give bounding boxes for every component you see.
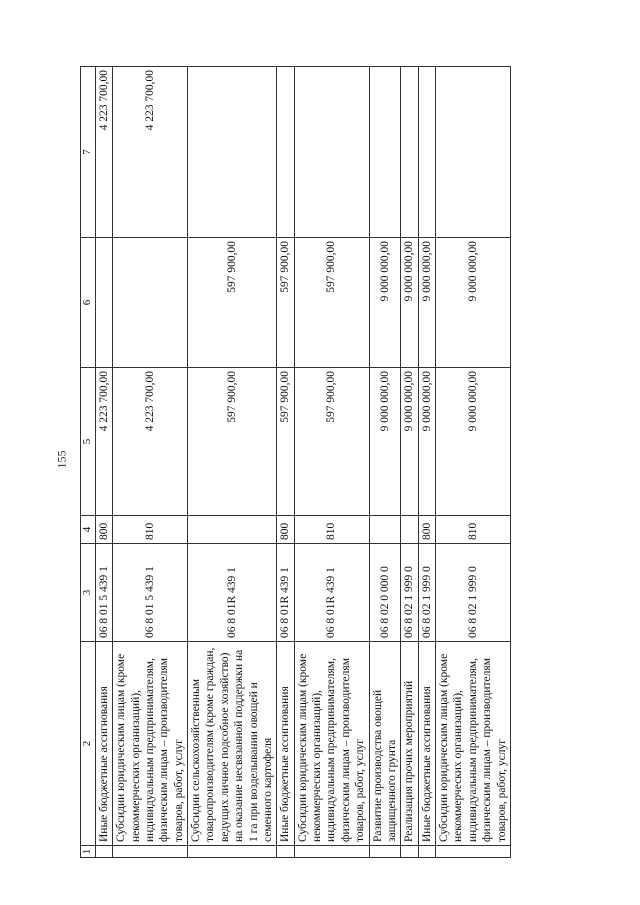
empty-cell [188, 846, 277, 858]
row-code: 06 8 02 1 999 0 [401, 544, 418, 642]
table-row [436, 67, 511, 858]
row-amount-6: 9 000 000,00 [436, 238, 511, 368]
row-code: 06 8 01R 439 1 [277, 544, 294, 642]
row-name: Иные бюджетные ассигнования [418, 642, 435, 846]
table-row [418, 67, 435, 858]
row-vr: 800 [95, 516, 112, 544]
row-amount-6: 9 000 000,00 [418, 238, 435, 368]
row-code: 06 8 02 1 999 0 [436, 544, 511, 642]
row-amount-5: 4 223 700,00 [95, 368, 112, 516]
row-name: Развитие производства овощей защищенного грунта [369, 642, 401, 846]
row-amount-6: 9 000 000,00 [369, 238, 401, 368]
row-amount-5: 597 900,00 [188, 368, 277, 516]
table-row [95, 67, 112, 858]
row-amount-5: 9 000 000,00 [369, 368, 401, 516]
table-row [277, 67, 294, 858]
row-amount-6: 597 900,00 [277, 238, 294, 368]
row-code: 06 8 01R 439 1 [188, 544, 277, 642]
row-vr: 800 [418, 516, 435, 544]
row-amount-6 [113, 238, 188, 368]
column-header: 3 [81, 544, 96, 642]
row-amount-7 [401, 67, 418, 238]
row-amount-7 [418, 67, 435, 238]
table-row [401, 67, 418, 858]
column-header: 7 [81, 67, 96, 238]
column-header: 1 [81, 846, 96, 858]
row-amount-5: 597 900,00 [294, 368, 369, 516]
row-name: Иные бюджетные ассигнования [95, 642, 112, 846]
column-header-row [81, 67, 96, 858]
column-header: 2 [81, 642, 96, 846]
row-code: 06 8 02 0 000 0 [369, 544, 401, 642]
row-name: Иные бюджетные ассигнования [277, 642, 294, 846]
column-header: 5 [81, 368, 96, 516]
row-amount-7: 4 223 700,00 [95, 67, 112, 238]
row-amount-7 [277, 67, 294, 238]
row-amount-5: 4 223 700,00 [113, 368, 188, 516]
row-code: 06 8 02 1 999 0 [418, 544, 435, 642]
row-vr [369, 516, 401, 544]
row-amount-6: 597 900,00 [294, 238, 369, 368]
row-amount-6 [95, 238, 112, 368]
table-row [188, 67, 277, 858]
empty-cell [95, 846, 112, 858]
empty-cell [277, 846, 294, 858]
row-vr: 810 [294, 516, 369, 544]
row-vr: 810 [436, 516, 511, 544]
row-name: Субсидии юридическим лицам (кроме некоммерческих организаций), индивидуальным предпринимателям, физическим лицам – производителям товаров, работ, услуг [436, 642, 511, 846]
row-code: 06 8 01R 439 1 [294, 544, 369, 642]
row-name: Реализация прочих мероприятий [401, 642, 418, 846]
row-amount-5: 9 000 000,00 [436, 368, 511, 516]
row-amount-7 [436, 67, 511, 238]
empty-cell [369, 846, 401, 858]
empty-cell [401, 846, 418, 858]
table-row [113, 67, 188, 858]
row-amount-7 [188, 67, 277, 238]
row-amount-7 [369, 67, 401, 238]
row-vr: 800 [277, 516, 294, 544]
row-amount-5: 9 000 000,00 [418, 368, 435, 516]
page-number: 155 [54, 450, 69, 469]
empty-cell [418, 846, 435, 858]
empty-cell [294, 846, 369, 858]
row-amount-5: 9 000 000,00 [401, 368, 418, 516]
row-code: 06 8 01 5 439 1 [95, 544, 112, 642]
row-amount-6: 9 000 000,00 [401, 238, 418, 368]
row-amount-7: 4 223 700,00 [113, 67, 188, 238]
row-vr [401, 516, 418, 544]
row-amount-6: 597 900,00 [188, 238, 277, 368]
column-header: 6 [81, 238, 96, 368]
budget-table [80, 66, 511, 858]
table-row [294, 67, 369, 858]
row-name: Субсидии юридическим лицам (кроме некоммерческих организаций), индивидуальным предпринимателям, физическим лицам – производителям товаров, работ, услуг [294, 642, 369, 846]
row-amount-7 [294, 67, 369, 238]
row-name: Субсидии сельскохозяйственным товаропроизводителям (кроме граждан, ведущих личное подсобное хозяйство) на оказание несвязанной поддержки на 1 га при возделывании овощей и семенного картофеля [188, 642, 277, 846]
row-vr [188, 516, 277, 544]
column-header: 4 [81, 516, 96, 544]
row-name: Субсидии юридическим лицам (кроме некоммерческих организаций), индивидуальным предпринимателям, физическим лицам – производителям товаров, работ, услуг [113, 642, 188, 846]
row-vr: 810 [113, 516, 188, 544]
row-code: 06 8 01 5 439 1 [113, 544, 188, 642]
table-row [369, 67, 401, 858]
budget-table-rotated [80, 67, 553, 858]
row-amount-5: 597 900,00 [277, 368, 294, 516]
empty-cell [113, 846, 188, 858]
empty-cell [436, 846, 511, 858]
